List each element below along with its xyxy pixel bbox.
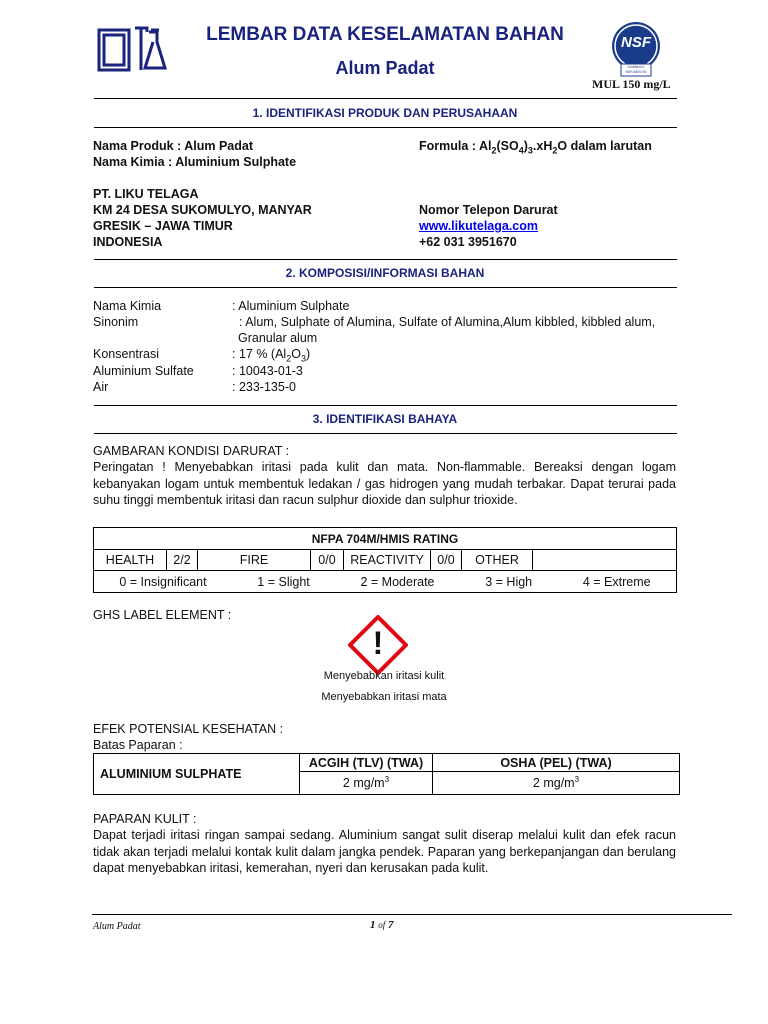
mul-value: MUL 150 mg/L: [592, 77, 671, 91]
divider: [94, 433, 677, 434]
emergency-phone-number: +62 031 3951670: [419, 235, 517, 249]
divider: [94, 287, 677, 288]
composition-value: : 233-135-0: [232, 380, 296, 394]
composition-label: Aluminium Sulfate: [93, 364, 194, 378]
emergency-overview-heading: GAMBARAN KONDISI DARURAT :: [93, 444, 290, 458]
exposure-value: 2 $mg/m^3$: [433, 772, 680, 795]
nfpa-rating-table: [93, 527, 677, 593]
skin-exposure-text: Dapat terjadi iritasi ringan sampai sedang. Aluminium sangat sulit diserap melalui kulit dan efek racun tidak akan terjadi melalui kontak kulit dalam jangka pendek. Paparan yang berkepanjangan dan berulang dapat menyebabkan iritasi, kemerahan, nyeri dan kerusakan pada kulit.: [93, 828, 676, 875]
composition-label: Air: [93, 380, 109, 394]
exposure-limits-label: Batas Paparan :: [93, 738, 183, 752]
section-3-title: 3. IDENTIFIKASI BAHAYA: [312, 412, 458, 426]
ghs-label-heading: GHS LABEL ELEMENT :: [93, 608, 232, 622]
exposure-limits-table: [93, 753, 680, 795]
nfpa-cell: OTHER: [462, 550, 533, 571]
company-address-line2: GRESIK – JAWA TIMUR: [93, 219, 233, 233]
footer-divider: [92, 914, 732, 915]
company-logo: [97, 22, 167, 76]
exposure-col-header: ACGIH (TLV) (TWA): [300, 754, 433, 772]
exposure-value: 2 $mg/m^3$: [300, 772, 433, 795]
ghs-exclamation-pictogram: [347, 614, 409, 676]
exposure-row-label: ALUMINIUM SULPHATE: [94, 754, 300, 795]
nfpa-scale-item: 2 = Moderate: [360, 574, 435, 589]
composition-value: Granular alum: [238, 331, 318, 345]
page-number: 1 of 7: [370, 919, 394, 931]
nfpa-scale-item: 4 = Extreme: [582, 574, 651, 589]
composition-label: Sinonim: [93, 315, 139, 329]
exclamation-icon: !: [372, 625, 384, 661]
nfpa-table-title: NFPA 704M/HMIS RATING: [94, 528, 677, 550]
nsf-logo-text: NSF: [621, 34, 651, 51]
ghs-hazard-statement: Menyebabkan iritasi kulit: [323, 670, 445, 682]
ghs-hazard-statement: Menyebabkan iritasi mata: [321, 691, 447, 703]
nfpa-scale-item: 0 = Insignificant: [119, 574, 207, 589]
composition-value: : Alum, Sulphate of Alumina, Sulfate of Alumina,Alum kibbled, kibbled alum,: [232, 315, 656, 329]
divider: [94, 127, 677, 128]
emergency-overview-text: Peringatan ! Menyebabkan iritasi pada kulit dan mata. Non-flammable. Bereaksi dengan logam kebanyakan logam untuk membentuk ledakan / gas hidrogen yang mudah terbakar. Dapat terurai pada suhu tinggi membentuk iritasi dan racun sulphur dioxide dan sulphur trioxide.: [93, 460, 676, 507]
nfpa-cell: [533, 550, 677, 571]
company-name: PT. LIKU TELAGA: [93, 187, 199, 201]
website-link[interactable]: www.likutelaga.com: [419, 219, 539, 233]
nsf-certification-logo: [610, 20, 662, 78]
nfpa-cell: FIRE: [198, 550, 311, 571]
health-effects-heading: EFEK POTENSIAL KESEHATAN :: [93, 722, 284, 736]
nfpa-scale-row: [94, 571, 677, 593]
company-address-line1: KM 24 DESA SUKOMULYO, MANYAR: [93, 203, 312, 217]
nsf-certified-text: Certified to NSF/ANSI 60: [625, 65, 647, 74]
divider: [94, 259, 677, 260]
chemical-name: Nama Kimia : Aluminium Sulphate: [93, 155, 297, 169]
composition-value: : Aluminium Sulphate: [232, 299, 350, 313]
footer-document-name: Alum Padat: [93, 921, 141, 932]
nfpa-cell: 0/0: [431, 550, 462, 571]
composition-value: : 17 % $(Al_2O_3)$: [232, 347, 311, 364]
divider: [94, 98, 677, 99]
nfpa-cell: REACTIVITY: [344, 550, 431, 571]
exposure-col-header: OSHA (PEL) (TWA): [433, 754, 680, 772]
nfpa-scale-item: 3 = High: [485, 574, 533, 589]
nfpa-cell: 0/0: [311, 550, 344, 571]
composition-value: : 10043-01-3: [232, 364, 303, 378]
nfpa-cell: 2/2: [167, 550, 198, 571]
document-title: LEMBAR DATA KESELAMATAN BAHAN: [206, 24, 564, 45]
composition-label: Konsentrasi: [93, 347, 160, 361]
skin-exposure-heading: PAPARAN KULIT :: [93, 812, 197, 826]
composition-label: Nama Kimia: [93, 299, 162, 313]
nfpa-cell: HEALTH: [94, 550, 167, 571]
company-country: INDONESIA: [93, 235, 163, 249]
divider: [94, 405, 677, 406]
product-name: Nama Produk : Alum Padat: [93, 139, 253, 153]
document-subtitle: Alum Padat: [335, 58, 435, 78]
section-1-title: 1. IDENTIFIKASI PRODUK DAN PERUSAHAAN: [252, 106, 518, 120]
formula: Formula : $Al_2(SO_4)_3.xH_2O$ dalam larutan: [419, 139, 652, 156]
section-2-title: 2. KOMPOSISI/INFORMASI BAHAN: [285, 266, 485, 280]
nfpa-scale-item: 1 = Slight: [257, 574, 310, 589]
emergency-phone-label: Nomor Telepon Darurat: [419, 203, 558, 217]
